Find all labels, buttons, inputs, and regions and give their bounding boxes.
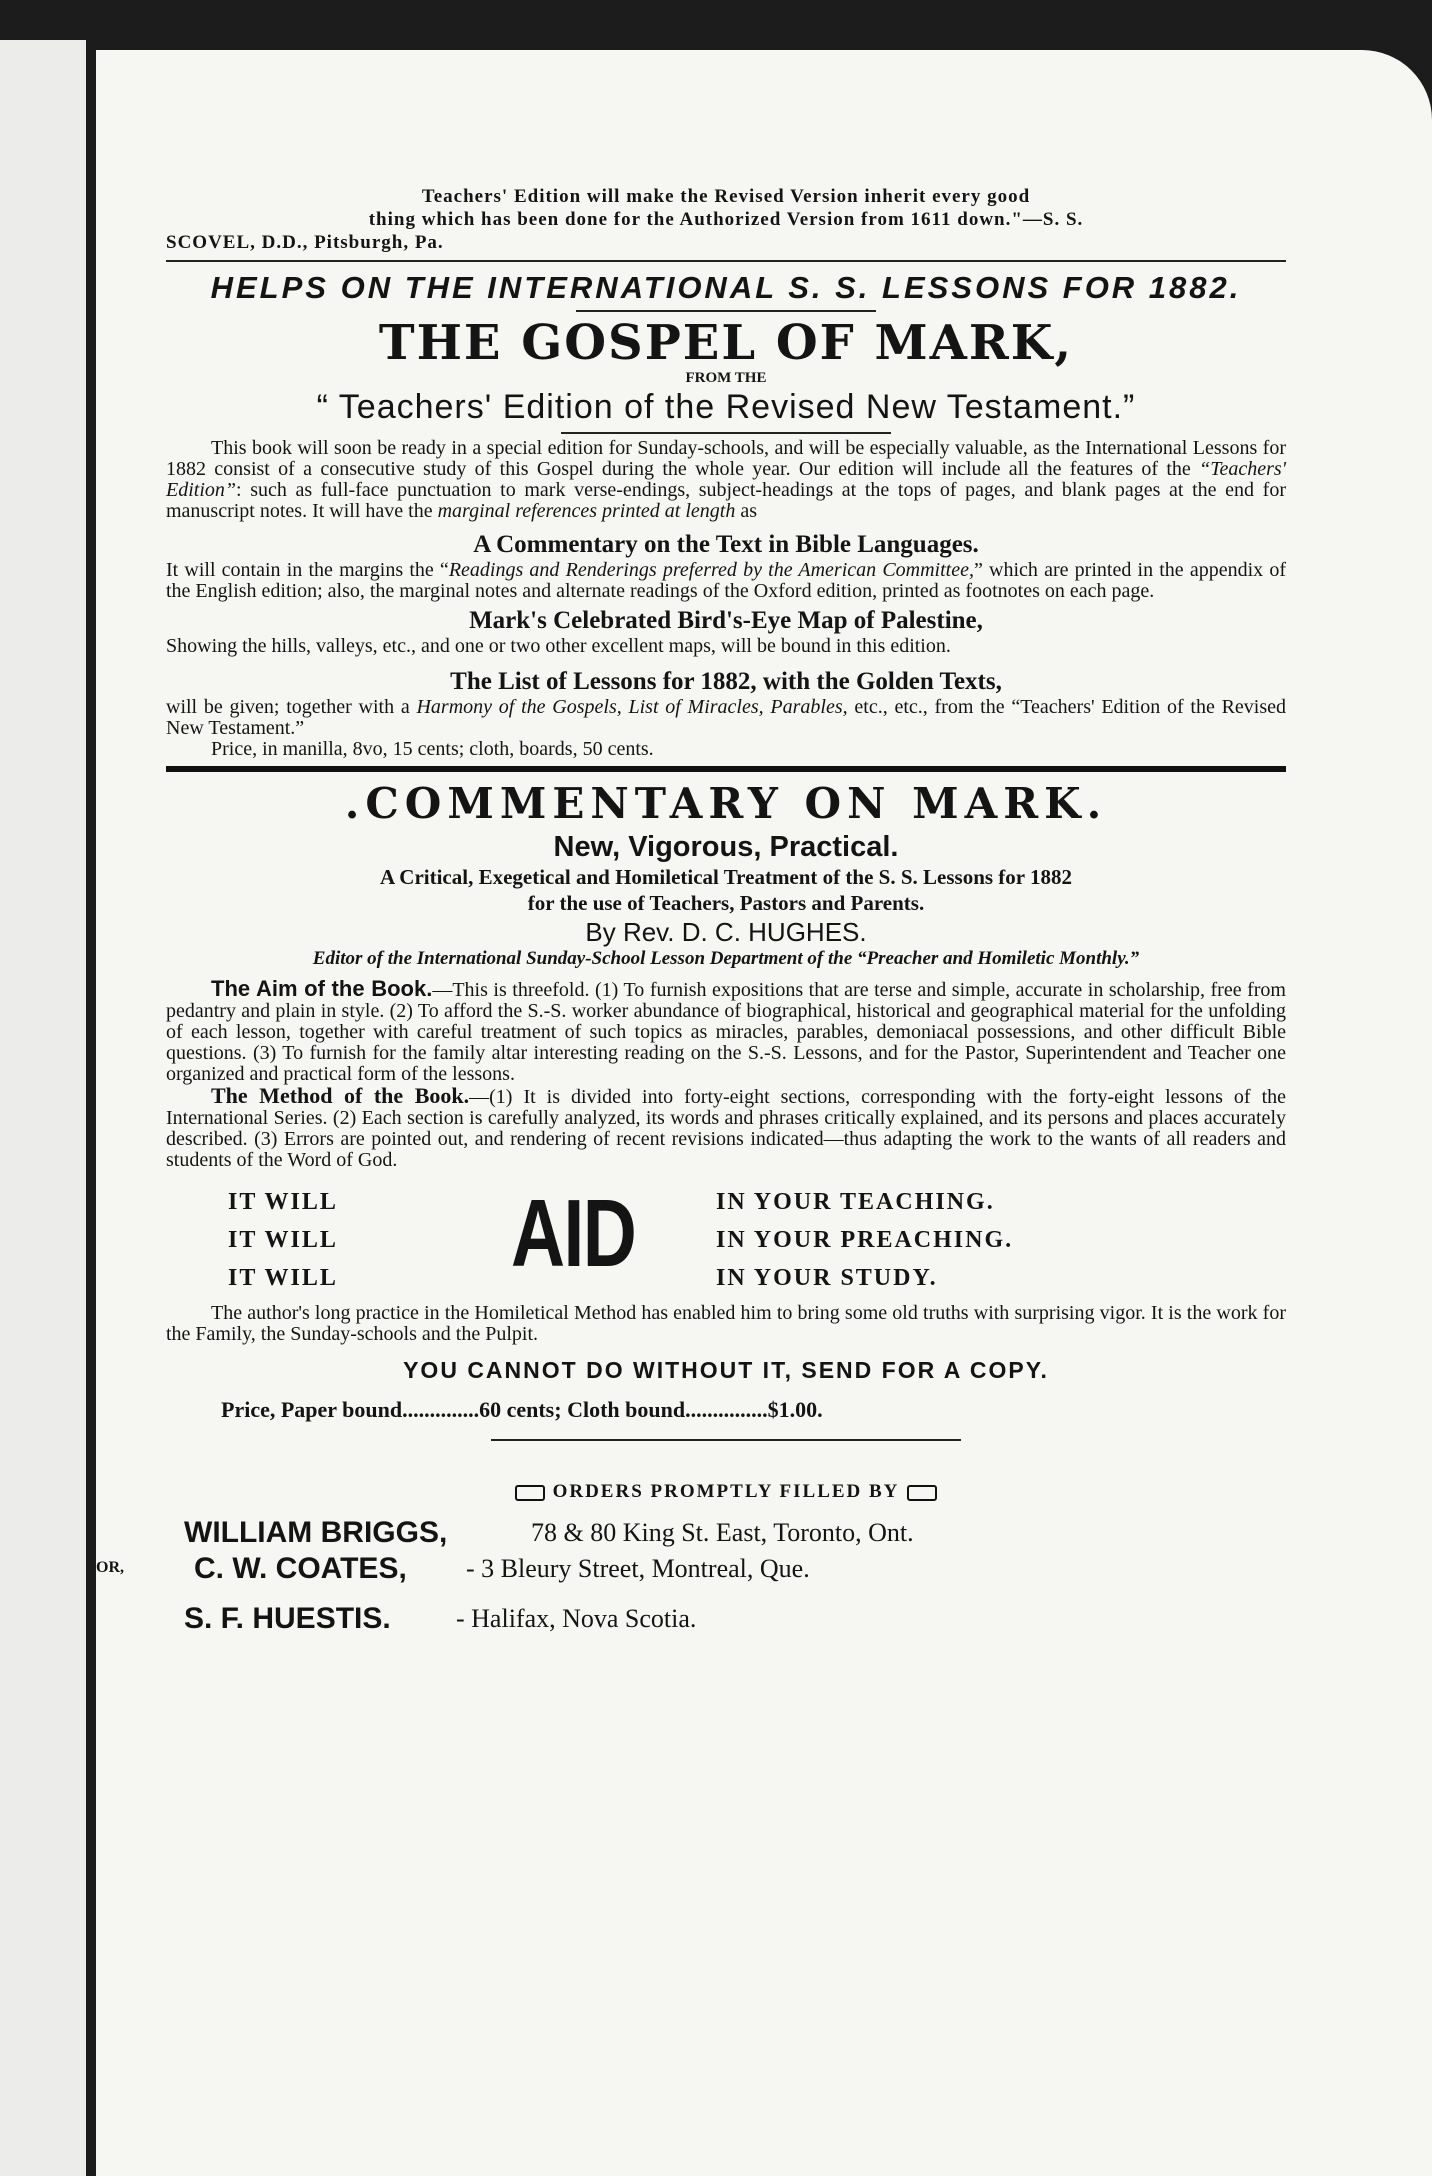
divider	[166, 766, 1286, 772]
helps-heading: HELPS ON THE INTERNATIONAL S. S. LESSONS FOR 1882.	[210, 270, 1242, 305]
commentary-editor: Editor of the International Sunday-School Lesson Department of the “Preacher and Homiletic Monthly.”	[312, 948, 1140, 969]
page-content	[96, 185, 1287, 1637]
aid-word: AID	[511, 1180, 636, 1287]
adjacent-page-edge	[0, 40, 86, 2176]
aim-text: —This is threefold. (1) To furnish expositions that are terse and simple, accurate in scholarship, free from pedantry and plain in style. (2) To afford the S.-S. worker abundance of biographical, historical and geographical material for the unfolding of each lesson, together with careful treatment of such topics as miracles, parables, demoniacal possessions, and other difficult Bible questions. (3) To furnish for the family altar interesting reading on the S.-S. Lessons, and for the Pastor, Superintendent and Teacher one organized and practical form of the lessons.	[166, 979, 1286, 1085]
page	[96, 50, 1432, 2176]
address-row	[166, 1515, 1286, 1551]
or-label: OR,	[96, 1559, 124, 1576]
top-quote-line1: Teachers' Edition will make the Revised Version inherit every good	[421, 186, 1031, 207]
it-will-line: IT WILL	[228, 1189, 338, 1215]
divider	[166, 260, 1286, 262]
list-text-b: etc., etc., from the “Teachers' Edition of the Revised New Testament.”	[166, 696, 1287, 739]
gospel-title: THE GOSPEL OF MARK,	[378, 315, 1074, 371]
aim-paragraph	[166, 978, 1286, 1085]
in-your-line: IN YOUR TEACHING.	[716, 1189, 995, 1215]
method-text: —(1) It is divided into forty-eight sections, corresponding with the forty-eight lessons of the International Series. (2) Each section is carefully analyzed, its words and phrases critically explained, and its persons and places accurately described. (3) Errors are pointed out, and rendering of recent revisions indicated—thus adapting the work to the wants of all readers and students of the Word of God.	[166, 1086, 1287, 1171]
map-text: Showing the hills, valleys, etc., and one or two other excellent maps, will be bound in this edition.	[166, 635, 951, 657]
gospel-from: FROM THE	[685, 370, 767, 386]
address-name: S. F. HUESTIS.	[184, 1602, 391, 1635]
gospel-edition: “ Teachers' Edition of the Revised New Testament.”	[316, 388, 1136, 426]
commentary-text	[166, 560, 1286, 602]
gospel-intro	[166, 438, 1286, 522]
address-location: - Halifax, Nova Scotia.	[456, 1604, 697, 1633]
address-row	[166, 1601, 1286, 1637]
address-list	[96, 1515, 1286, 1637]
commentary-tagline: New, Vigorous, Practical.	[553, 831, 899, 863]
in-your-column	[716, 1183, 1013, 1297]
address-row	[166, 1551, 1286, 1587]
commentary-subtitle-2: for the use of Teachers, Pastors and Parents.	[527, 891, 925, 915]
address-location: - 3 Bleury Street, Montreal, Que.	[466, 1554, 810, 1583]
method-heading: The Method of the Book.	[211, 1083, 470, 1108]
it-will-column	[228, 1183, 338, 1297]
aim-heading: The Aim of the Book.	[211, 976, 433, 1001]
commentary-text-italic: Readings and Renderings preferred by the American Committee,	[448, 559, 974, 581]
method-paragraph	[166, 1085, 1286, 1171]
practice-paragraph: The author's long practice in the Homiletical Method has enabled him to bring some old truths with surprising vigor. It is the work for the Family, the Sunday-schools and the Pulpit.	[166, 1302, 1286, 1345]
it-will-line: IT WILL	[228, 1265, 338, 1291]
map-heading: Mark's Celebrated Bird's-Eye Map of Palestine,	[469, 607, 983, 634]
commentary-subtitle-1: A Critical, Exegetical and Homiletical Treatment of the S. S. Lessons for 1882	[380, 865, 1072, 889]
it-will-line: IT WILL	[228, 1227, 338, 1253]
pointing-hand-icon	[907, 1485, 937, 1501]
address-name: WILLIAM BRIGGS,	[184, 1516, 448, 1549]
commentary-title: .COMMENTARY ON MARK.	[344, 779, 1108, 828]
in-your-line: IN YOUR STUDY.	[716, 1265, 938, 1291]
list-text-italic: Harmony of the Gospels, List of Miracles, Parables,	[416, 696, 848, 718]
in-your-line: IN YOUR PREACHING.	[716, 1227, 1014, 1253]
address-name: C. W. COATES,	[194, 1552, 407, 1585]
gospel-price: Price, in manilla, 8vo, 15 cents; cloth, boards, 50 cents.	[211, 738, 654, 760]
list-text	[166, 697, 1286, 739]
top-quote-line3: SCOVEL, D.D., Pitsburgh, Pa.	[166, 232, 444, 253]
gospel-intro-text-2: : such as full-face punctuation to mark verse-endings, subject-headings at the tops of pages, and blank pages at the end for manuscript notes. It will have the	[166, 479, 1286, 522]
gospel-intro-text: This book will soon be ready in a special edition for Sunday-schools, and will be especially valuable, as the International Lessons for 1882 consist of a consecutive study of this Gospel during the whole year. Our edition will include all the features of the	[166, 437, 1286, 480]
divider	[491, 1439, 961, 1441]
commentary-text-b: ” which are printed in the appendix of the English edition; also, the marginal notes and alternate readings of the Oxford edition, printed as footnotes on each page.	[166, 559, 1286, 602]
commentary-text-a: It will contain in the margins the “	[166, 559, 449, 581]
top-quote	[166, 185, 1286, 254]
gospel-intro-text-3: as	[740, 500, 758, 522]
gospel-intro-italic: “Teachers' Edition”	[166, 458, 1286, 501]
orders-heading-text: ORDERS PROMPTLY FILLED BY	[552, 1481, 900, 1502]
commentary-price: Price, Paper bound..............60 cents; Cloth bound...............$1.00.	[221, 1397, 823, 1422]
top-quote-line2: thing which has been done for the Authorized Version from 1611 down."—S. S.	[368, 209, 1084, 230]
pointing-hand-icon	[515, 1485, 545, 1501]
gospel-intro-italic-2: marginal references printed at length	[437, 500, 736, 522]
commentary-author: By Rev. D. C. HUGHES.	[585, 917, 867, 947]
list-text-a: will be given; together with a	[166, 696, 410, 718]
cannot-do-without: YOU CANNOT DO WITHOUT IT, SEND FOR A COPY.	[403, 1357, 1049, 1383]
address-location: 78 & 80 King St. East, Toronto, Ont.	[531, 1518, 914, 1547]
orders-heading	[166, 1481, 1286, 1503]
commentary-heading: A Commentary on the Text in Bible Languages.	[473, 531, 979, 558]
list-heading: The List of Lessons for 1882, with the Golden Texts,	[450, 668, 1002, 695]
divider	[576, 310, 876, 312]
aid-block	[166, 1179, 1286, 1303]
divider	[561, 432, 891, 434]
